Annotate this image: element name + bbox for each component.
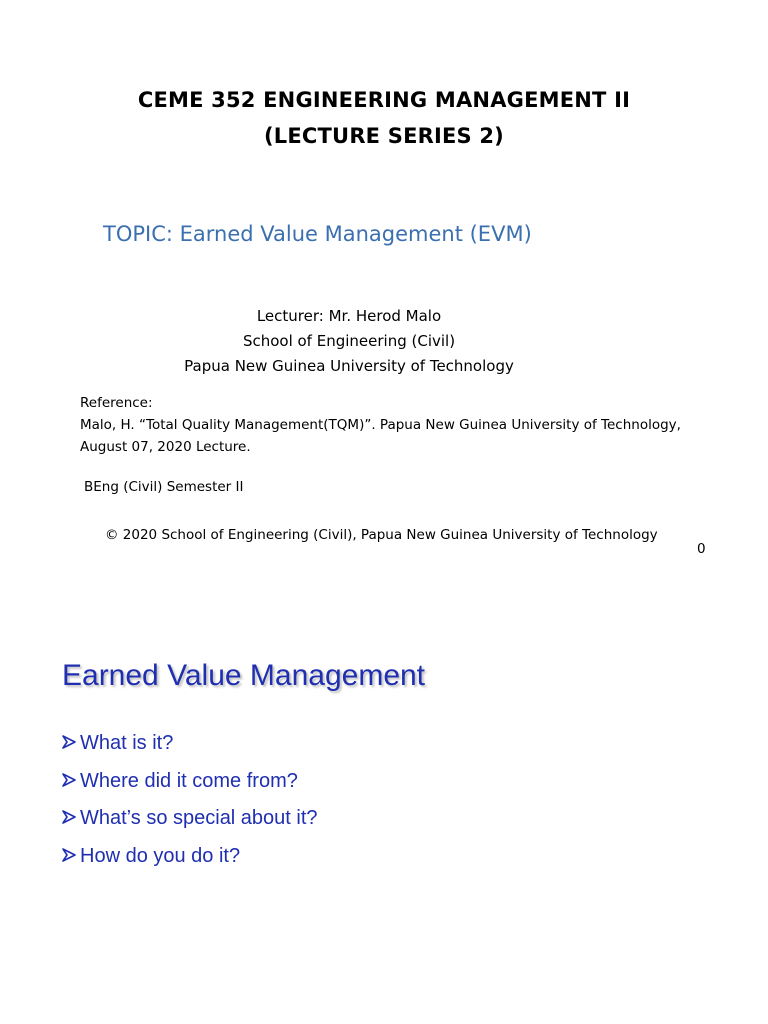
list-item [62,732,318,770]
arrow-bullet-icon [62,732,78,752]
course-title: CEME 352 ENGINEERING MANAGEMENT II [137,88,631,112]
slide-heading: Earned Value Management [62,659,426,692]
arrow-bullet-icon [62,807,78,827]
list-item [62,807,318,845]
topic-heading: TOPIC: Earned Value Management (EVM) [103,222,532,246]
list-item-text: How do you do it? [80,844,241,867]
reference-citation: Malo, H. “Total Quality Management(TQM)”. Papua New Guinea University of Technology, August 07, 2020 Lecture. [80,417,681,455]
question-list [62,732,318,882]
list-item-text: What’s so special about it? [80,807,318,829]
lecturer-name: Lecturer: Mr. Herod Malo [256,307,442,325]
reference-label: Reference: [80,395,153,411]
arrow-bullet-icon [62,845,78,865]
lecture-series-title: (LECTURE SERIES 2) [264,124,504,148]
semester-label: BEng (Civil) Semester II [84,479,244,495]
list-item-text: What is it? [80,732,174,754]
list-item-text: Where did it come from? [80,769,298,792]
university-name: Papua New Guinea University of Technology [184,357,514,375]
arrow-bullet-icon [62,770,78,790]
page-number: 0 [697,541,706,557]
list-item [62,845,318,883]
school-name: School of Engineering (Civil) [242,332,456,350]
copyright-notice: © 2020 School of Engineering (Civil), Papua New Guinea University of Technology [105,527,658,543]
list-item [62,770,318,808]
evm-overview-slide [0,610,768,1024]
